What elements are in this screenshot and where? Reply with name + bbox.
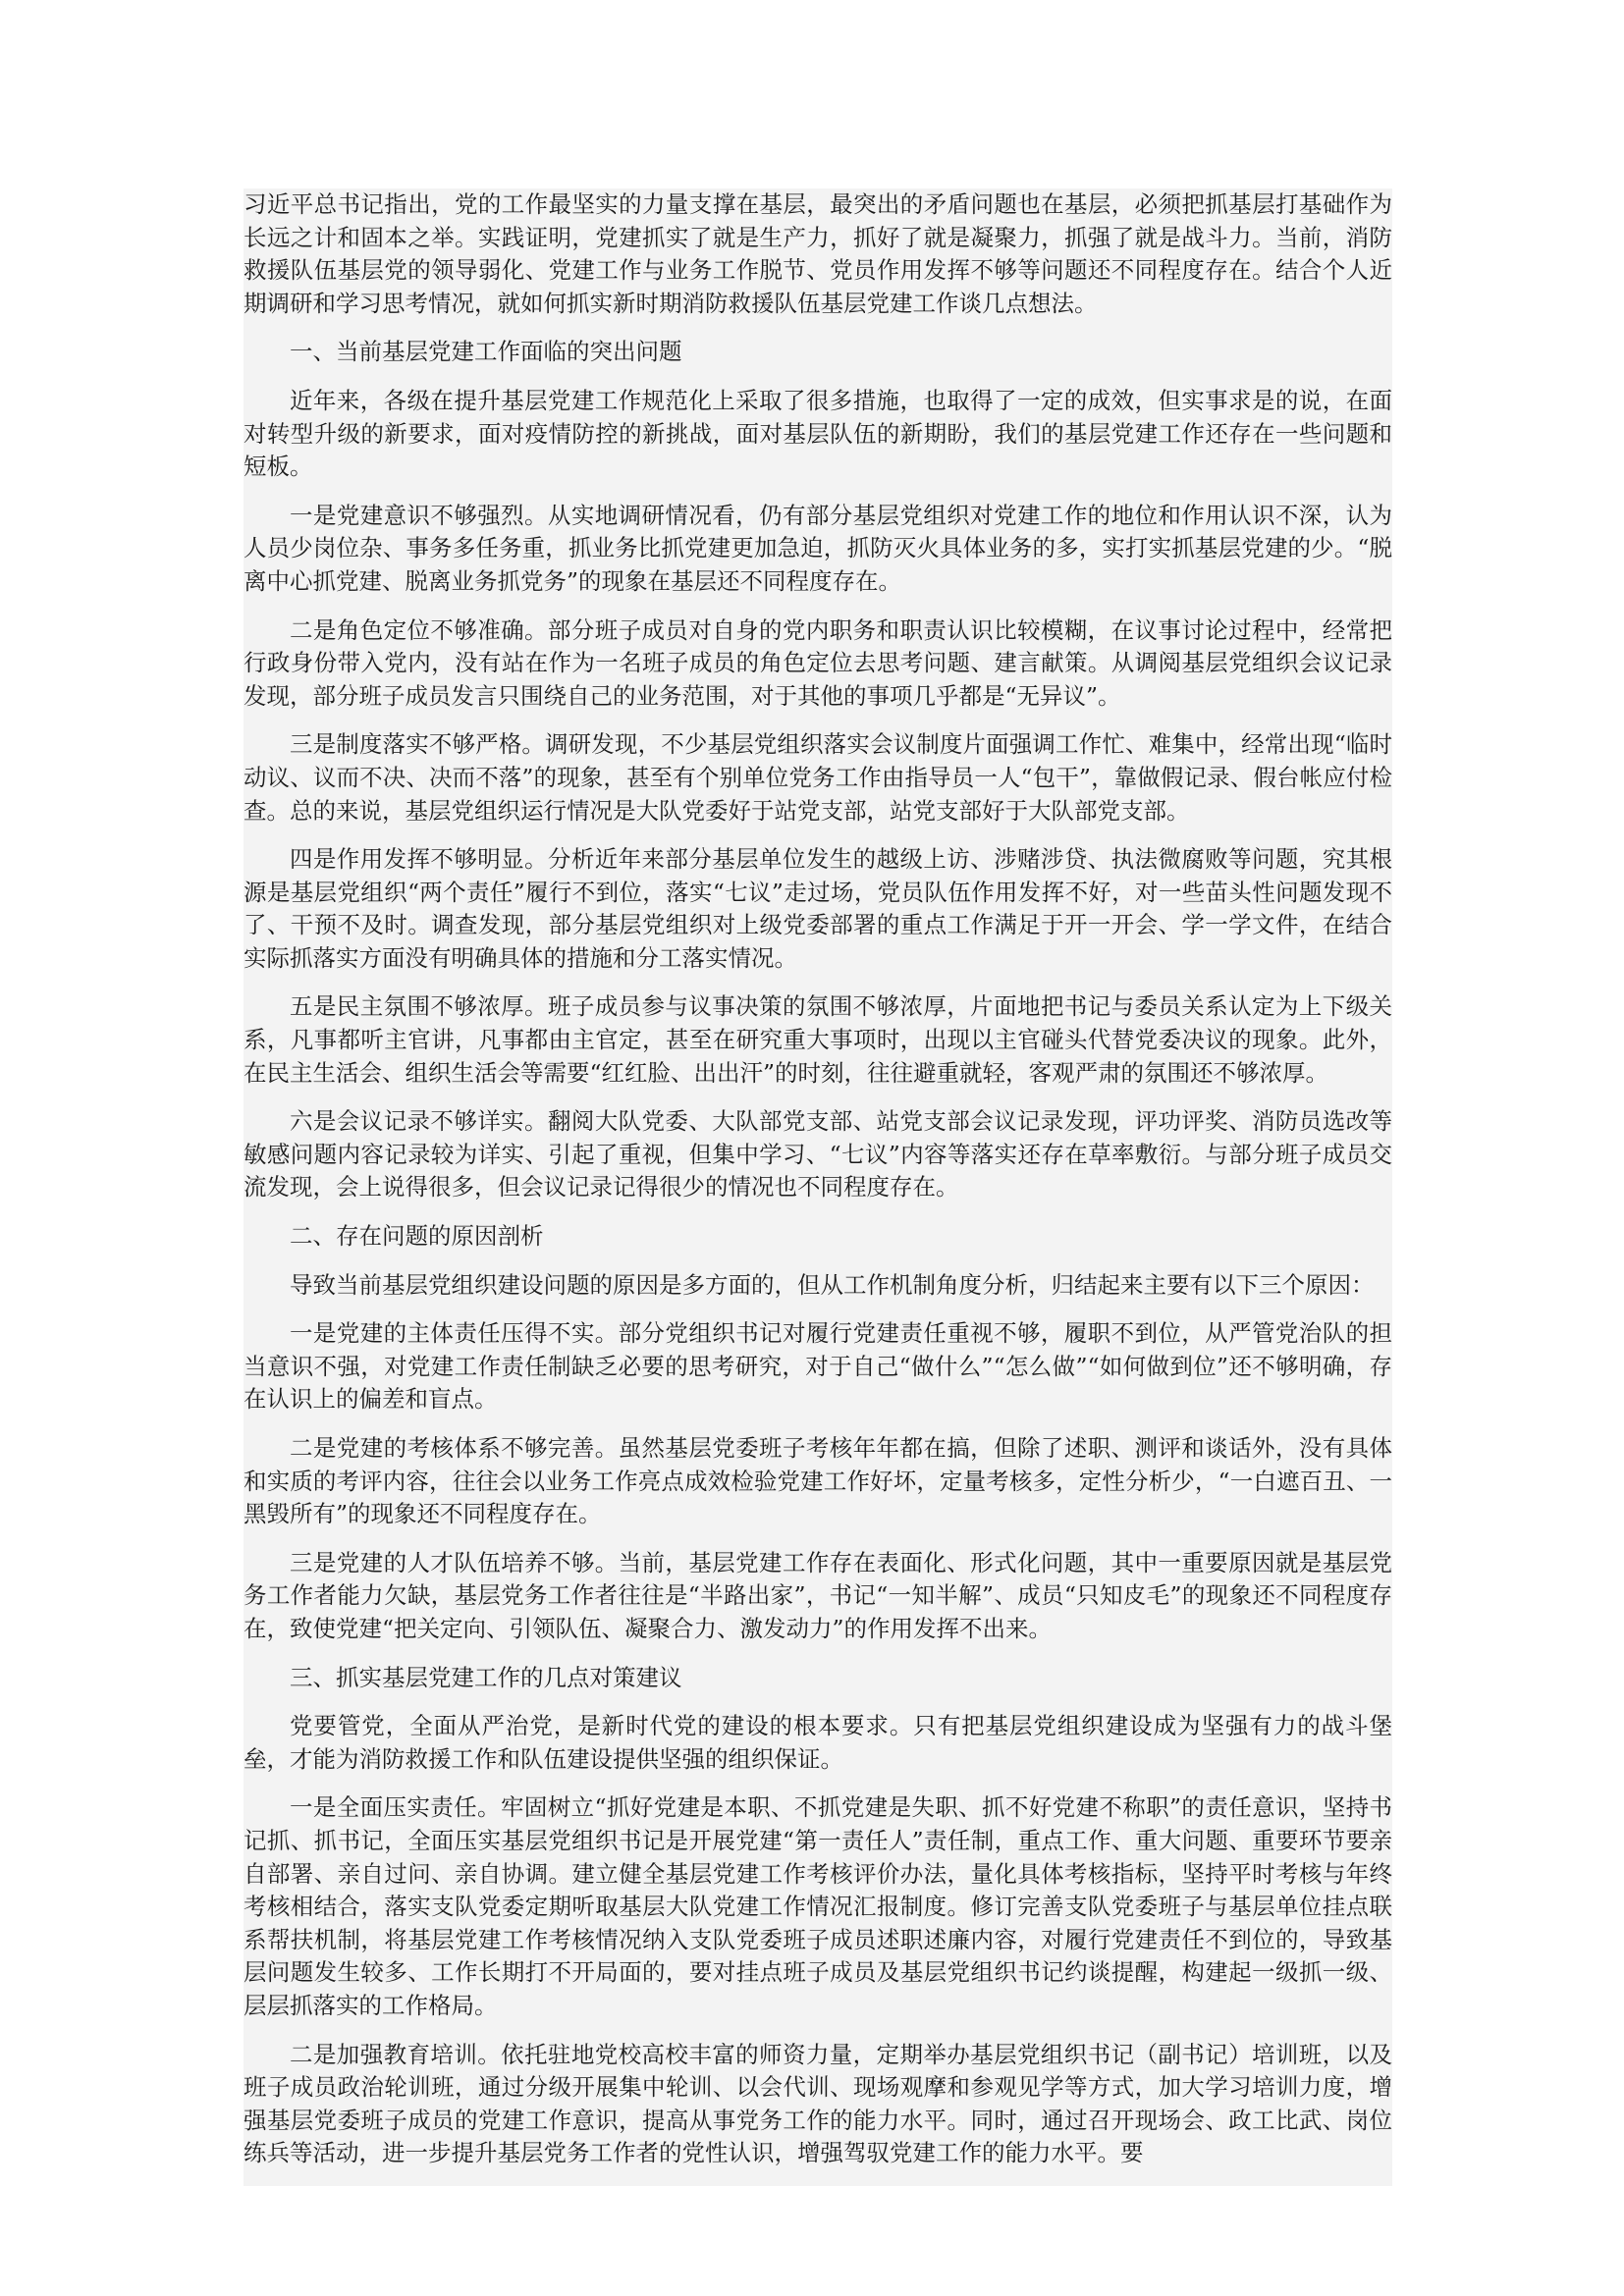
body-paragraph: 五是民主氛围不够浓厚。班子成员参与议事决策的氛围不够浓厚，片面地把书记与委员关系认定为上下级关系，凡事都听主官讲，凡事都由主官定，甚至在研究重大事项时，出现以主官碰头代替党委决议的现象。此外，在民主生活会、组织生活会等需要“红红脸、出出汗”的时刻，往往避重就轻，客观严肃的氛围还不够浓厚。: [244, 992, 1392, 1087]
body-paragraph: 一是全面压实责任。牢固树立“抓好党建是本职、不抓党建是失职、抓不好党建不称职”的责任意识，坚持书记抓、抓书记，全面压实基层党组织书记是开展党建“第一责任人”责任制，重点工作、重大问题、重要环节要亲自部署、亲自过问、亲自协调。建立健全基层党建工作考核评价办法，量化具体考核指标，坚持平时考核与年终考核相结合，落实支队党委定期听取基层大队党建工作情况汇报制度。修订完善支队党委班子与基层单位挂点联系帮扶机制，将基层党建工作考核情况纳入支队党委班子成员述职述廉内容，对履行党建责任不到位的，导致基层问题发生较多、工作长期打不开局面的，要对挂点班子成员及基层党组织书记约谈提醒，构建起一级抓一级、层层抓落实的工作格局。: [244, 1793, 1392, 2019]
body-paragraph: 四是作用发挥不够明显。分析近年来部分基层单位发生的越级上访、涉赌涉贷、执法微腐败等问题，究其根源是基层党组织“两个责任”履行不到位，落实“七议”走过场，党员队伍作用发挥不好，对一些苗头性问题发现不了、干预不及时。调查发现，部分基层党组织对上级党委部署的重点工作满足于开一开会、学一学文件，在结合实际抓落实方面没有明确具体的措施和分工落实情况。: [244, 845, 1392, 972]
body-paragraph: 近年来，各级在提升基层党建工作规范化上采取了很多措施，也取得了一定的成效，但实事求是的说，在面对转型升级的新要求，面对疫情防控的新挑战，面对基层队伍的新期盼，我们的基层党建工作还存在一些问题和短板。: [244, 386, 1392, 481]
article-body: [244, 188, 1392, 2186]
body-paragraph: 一是党建的主体责任压得不实。部分党组织书记对履行党建责任重视不够，履职不到位，从严管党治队的担当意识不强，对党建工作责任制缺乏必要的思考研究，对于自己“做什么”“怎么做”“如何做到位”还不够明确，存在认识上的偏差和盲点。: [244, 1319, 1392, 1414]
body-paragraph: 党要管党，全面从严治党，是新时代党的建设的根本要求。只有把基层党组织建设成为坚强有力的战斗堡垒，才能为消防救援工作和队伍建设提供坚强的组织保证。: [244, 1712, 1392, 1773]
section-heading-3: 三、抓实基层党建工作的几点对策建议: [290, 1663, 682, 1691]
body-paragraph: 导致当前基层党组织建设问题的原因是多方面的，但从工作机制角度分析，归结起来主要有以下三个原因：: [290, 1270, 1375, 1299]
body-paragraph: 二是角色定位不够准确。部分班子成员对自身的党内职务和职责认识比较模糊，在议事讨论过程中，经常把行政身份带入党内，没有站在作为一名班子成员的角色定位去思考问题、建言献策。从调阅基层党组织会议记录发现，部分班子成员发言只围绕自己的业务范围，对于其他的事项几乎都是“无异议”。: [244, 615, 1392, 710]
body-paragraph: 一是党建意识不够强烈。从实地调研情况看，仍有部分基层党组织对党建工作的地位和作用认识不深，认为人员少岗位杂、事务多任务重，抓业务比抓党建更加急迫，抓防灭火具体业务的多，实打实抓基层党建的少。“脱离中心抓党建、脱离业务抓党务”的现象在基层还不同程度存在。: [244, 501, 1392, 595]
body-paragraph: 二是党建的考核体系不够完善。虽然基层党委班子考核年年都在搞，但除了述职、测评和谈话外，没有具体和实质的考评内容，往往会以业务工作亮点成效检验党建工作好坏，定量考核多，定性分析少，“一白遮百丑、一黑毁所有”的现象还不同程度存在。: [244, 1434, 1392, 1528]
section-heading-1: 一、当前基层党建工作面临的突出问题: [290, 338, 682, 366]
body-paragraph: 二是加强教育培训。依托驻地党校高校丰富的师资力量，定期举办基层党组织书记（副书记）培训班，以及班子成员政治轮训班，通过分级开展集中轮训、以会代训、现场观摩和参观见学等方式，加大学习培训力度，增强基层党委班子成员的党建工作意识，提高从事党务工作的能力水平。同时，通过召开现场会、政工比武、岗位练兵等活动，进一步提升基层党务工作者的党性认识，增强驾驭党建工作的能力水平。要: [244, 2040, 1392, 2167]
intro-paragraph: 习近平总书记指出，党的工作最坚实的力量支撑在基层，最突出的矛盾问题也在基层，必须把抓基层打基础作为长远之计和固本之举。实践证明，党建抓实了就是生产力，抓好了就是凝聚力，抓强了就是战斗力。当前，消防救援队伍基层党的领导弱化、党建工作与业务工作脱节、党员作用发挥不够等问题还不同程度存在。结合个人近期调研和学习思考情况，就如何抓实新时期消防救援队伍基层党建工作谈几点想法。: [244, 190, 1392, 317]
body-paragraph: 六是会议记录不够详实。翻阅大队党委、大队部党支部、站党支部会议记录发现，评功评奖、消防员选改等敏感问题内容记录较为详实、引起了重视，但集中学习、“七议”内容等落实还存在草率敷衍。与部分班子成员交流发现，会上说得很多，但会议记录记得很少的情况也不同程度存在。: [244, 1107, 1392, 1201]
section-heading-2: 二、存在问题的原因剖析: [290, 1222, 544, 1251]
body-paragraph: 三是制度落实不够严格。调研发现，不少基层党组织落实会议制度片面强调工作忙、难集中，经常出现“临时动议、议而不决、决而不落”的现象，甚至有个别单位党务工作由指导员一人“包干”，靠做假记录、假台帐应付检查。总的来说，基层党组织运行情况是大队党委好于站党支部，站党支部好于大队部党支部。: [244, 730, 1392, 825]
body-paragraph: 三是党建的人才队伍培养不够。当前，基层党建工作存在表面化、形式化问题，其中一重要原因就是基层党务工作者能力欠缺，基层党务工作者往往是“半路出家”，书记“一知半解”、成员“只知皮毛”的现象还不同程度存在，致使党建“把关定向、引领队伍、凝聚合力、激发动力”的作用发挥不出来。: [244, 1548, 1392, 1642]
